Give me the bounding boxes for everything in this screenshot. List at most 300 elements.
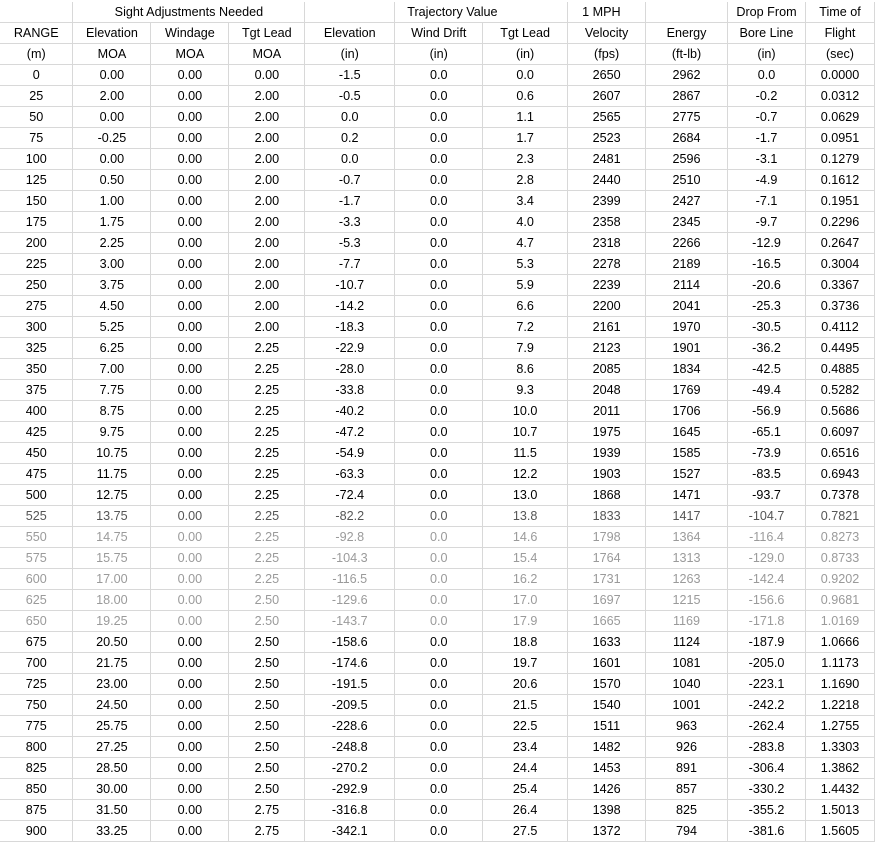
table-cell: -104.3 [305, 548, 395, 569]
table-cell: -36.2 [728, 338, 806, 359]
table-cell: -20.6 [728, 275, 806, 296]
table-cell: -381.6 [728, 821, 806, 842]
table-cell: 0.00 [151, 359, 229, 380]
table-cell: 0.00 [151, 611, 229, 632]
table-cell: 0.0 [395, 779, 483, 800]
table-cell: 11.75 [73, 464, 151, 485]
table-cell: 4.7 [483, 233, 568, 254]
unit-header: (ft-lb) [646, 44, 728, 65]
wind-speed-header: 1 MPH [568, 2, 646, 23]
unit-header: MOA [151, 44, 229, 65]
table-cell: -65.1 [728, 422, 806, 443]
table-row [0, 821, 875, 842]
table-cell: 0.4885 [805, 359, 874, 380]
table-cell: 10.7 [483, 422, 568, 443]
table-cell: 0.00 [151, 737, 229, 758]
table-row [0, 485, 875, 506]
table-cell: -3.1 [728, 149, 806, 170]
table-cell: 0.00 [151, 590, 229, 611]
table-cell: 5.3 [483, 254, 568, 275]
table-cell: 0.0 [483, 65, 568, 86]
table-cell: 0.00 [151, 65, 229, 86]
table-cell: 1.3862 [805, 758, 874, 779]
range-cell: 200 [0, 233, 73, 254]
table-cell: 6.6 [483, 296, 568, 317]
table-row [0, 254, 875, 275]
table-cell: 0.00 [151, 653, 229, 674]
table-cell: 19.7 [483, 653, 568, 674]
table-cell: 21.5 [483, 695, 568, 716]
table-cell: 0.00 [151, 758, 229, 779]
table-cell: 0.0000 [805, 65, 874, 86]
table-cell: 0.0 [728, 65, 806, 86]
table-cell: 0.00 [151, 548, 229, 569]
table-row [0, 338, 875, 359]
table-cell: 31.50 [73, 800, 151, 821]
table-cell: 1.75 [73, 212, 151, 233]
table-cell: -49.4 [728, 380, 806, 401]
table-cell: 2565 [568, 107, 646, 128]
table-cell: 1601 [568, 653, 646, 674]
table-cell: 1764 [568, 548, 646, 569]
table-cell: 1570 [568, 674, 646, 695]
table-cell: -129.6 [305, 590, 395, 611]
range-cell: 450 [0, 443, 73, 464]
col-header: Energy [646, 23, 728, 44]
table-cell: 0.0 [395, 527, 483, 548]
table-cell: 18.00 [73, 590, 151, 611]
table-cell: 12.2 [483, 464, 568, 485]
table-cell: 2684 [646, 128, 728, 149]
table-cell: 14.6 [483, 527, 568, 548]
range-cell: 400 [0, 401, 73, 422]
table-cell: 0.50 [73, 170, 151, 191]
table-cell: 1.00 [73, 191, 151, 212]
table-cell: 2.25 [229, 506, 305, 527]
range-cell: 575 [0, 548, 73, 569]
table-cell: 13.75 [73, 506, 151, 527]
table-cell: 0.00 [151, 317, 229, 338]
table-cell: 1975 [568, 422, 646, 443]
table-cell: 25.4 [483, 779, 568, 800]
table-cell: 963 [646, 716, 728, 737]
table-cell: 0.0 [305, 107, 395, 128]
table-cell: 7.00 [73, 359, 151, 380]
header-row-3 [0, 44, 875, 65]
table-cell: 1798 [568, 527, 646, 548]
table-cell: 0.00 [151, 128, 229, 149]
table-cell: 2.25 [229, 380, 305, 401]
table-cell: 1833 [568, 506, 646, 527]
table-cell: 0.0 [395, 758, 483, 779]
table-cell: 0.0 [395, 422, 483, 443]
table-cell: 0.00 [151, 779, 229, 800]
table-cell: 0.2296 [805, 212, 874, 233]
table-cell: 0.00 [151, 170, 229, 191]
table-cell: 1769 [646, 380, 728, 401]
table-cell: -33.8 [305, 380, 395, 401]
table-cell: 0.00 [151, 191, 229, 212]
table-cell: 0.8733 [805, 548, 874, 569]
table-cell: 2041 [646, 296, 728, 317]
table-cell: 1.4432 [805, 779, 874, 800]
table-row [0, 422, 875, 443]
table-cell: 0.00 [151, 800, 229, 821]
table-cell: 0.6 [483, 86, 568, 107]
table-cell: 825 [646, 800, 728, 821]
table-cell: 0.00 [229, 65, 305, 86]
table-cell: 33.25 [73, 821, 151, 842]
table-cell: 4.50 [73, 296, 151, 317]
table-cell: 2596 [646, 149, 728, 170]
table-cell: -1.5 [305, 65, 395, 86]
table-row [0, 506, 875, 527]
table-cell: -158.6 [305, 632, 395, 653]
table-cell: 0.00 [151, 527, 229, 548]
unit-header: (in) [395, 44, 483, 65]
table-cell: -28.0 [305, 359, 395, 380]
table-cell: -283.8 [728, 737, 806, 758]
table-cell: 0.5282 [805, 380, 874, 401]
range-cell: 875 [0, 800, 73, 821]
range-cell: 825 [0, 758, 73, 779]
table-cell: 7.2 [483, 317, 568, 338]
table-cell: 0.00 [151, 338, 229, 359]
table-cell: 1868 [568, 485, 646, 506]
table-cell: 0.0 [395, 170, 483, 191]
table-cell: 2.25 [73, 233, 151, 254]
table-cell: 2.8 [483, 170, 568, 191]
table-cell: 0.2647 [805, 233, 874, 254]
table-cell: 2278 [568, 254, 646, 275]
table-cell: 0.6943 [805, 464, 874, 485]
table-cell: 2.00 [229, 233, 305, 254]
table-cell: 24.50 [73, 695, 151, 716]
table-cell: 0.0 [395, 401, 483, 422]
table-cell: 2.25 [229, 443, 305, 464]
table-row [0, 758, 875, 779]
range-cell: 675 [0, 632, 73, 653]
table-cell: 1939 [568, 443, 646, 464]
table-cell: 0.0 [395, 443, 483, 464]
table-cell: 0.9202 [805, 569, 874, 590]
table-cell: 2.50 [229, 611, 305, 632]
table-row [0, 716, 875, 737]
table-cell: 23.00 [73, 674, 151, 695]
header-row-2 [0, 23, 875, 44]
table-cell: -1.7 [728, 128, 806, 149]
table-cell: 8.6 [483, 359, 568, 380]
table-cell: -3.3 [305, 212, 395, 233]
table-cell: 1.1 [483, 107, 568, 128]
table-cell: 0.1951 [805, 191, 874, 212]
table-cell: -54.9 [305, 443, 395, 464]
table-cell: 0.00 [151, 401, 229, 422]
table-cell: 0.3367 [805, 275, 874, 296]
table-cell: -0.7 [728, 107, 806, 128]
table-cell: 1.3303 [805, 737, 874, 758]
table-cell: 0.00 [151, 254, 229, 275]
table-cell: -30.5 [728, 317, 806, 338]
table-cell: 2.00 [229, 86, 305, 107]
table-cell: 0.0 [395, 128, 483, 149]
range-cell: 650 [0, 611, 73, 632]
table-cell: 1706 [646, 401, 728, 422]
table-cell: -93.7 [728, 485, 806, 506]
table-cell: 1040 [646, 674, 728, 695]
table-cell: 0.4112 [805, 317, 874, 338]
table-cell: 1215 [646, 590, 728, 611]
table-cell: -9.7 [728, 212, 806, 233]
table-row [0, 464, 875, 485]
table-cell: 2481 [568, 149, 646, 170]
table-row [0, 527, 875, 548]
table-cell: 0.00 [151, 233, 229, 254]
table-cell: 2161 [568, 317, 646, 338]
table-row [0, 359, 875, 380]
table-cell: 2.00 [229, 317, 305, 338]
table-cell: 6.25 [73, 338, 151, 359]
table-cell: 2.50 [229, 590, 305, 611]
table-cell: 0.00 [73, 65, 151, 86]
range-cell: 900 [0, 821, 73, 842]
table-cell: 0.8273 [805, 527, 874, 548]
table-cell: 0.0 [395, 485, 483, 506]
table-cell: 794 [646, 821, 728, 842]
table-cell: 2011 [568, 401, 646, 422]
table-cell: 0.0 [395, 821, 483, 842]
table-cell: 0.0 [395, 296, 483, 317]
table-cell: 1398 [568, 800, 646, 821]
table-cell: 2523 [568, 128, 646, 149]
table-cell: 28.50 [73, 758, 151, 779]
table-cell: 0.0 [395, 254, 483, 275]
table-cell: 1697 [568, 590, 646, 611]
table-cell: 0.00 [151, 695, 229, 716]
table-cell: 2.50 [229, 758, 305, 779]
table-cell: 2.50 [229, 737, 305, 758]
table-cell: 1471 [646, 485, 728, 506]
table-cell: -191.5 [305, 674, 395, 695]
table-cell: -25.3 [728, 296, 806, 317]
table-cell: 2607 [568, 86, 646, 107]
unit-header: (in) [483, 44, 568, 65]
table-cell: 1263 [646, 569, 728, 590]
table-cell: 0.00 [151, 821, 229, 842]
table-cell: 1.1173 [805, 653, 874, 674]
table-cell: -342.1 [305, 821, 395, 842]
range-cell: 700 [0, 653, 73, 674]
table-cell: 0.0 [395, 695, 483, 716]
table-cell: 2.00 [229, 128, 305, 149]
table-cell: 1313 [646, 548, 728, 569]
table-cell: 2.75 [229, 821, 305, 842]
table-cell: 2266 [646, 233, 728, 254]
table-cell: -18.3 [305, 317, 395, 338]
table-row [0, 65, 875, 86]
table-cell: 2.25 [229, 464, 305, 485]
table-cell: 0.0 [395, 86, 483, 107]
table-cell: 0.0 [395, 674, 483, 695]
col-header: Wind Drift [395, 23, 483, 44]
sight-adjustments-header: Sight Adjustments Needed [73, 2, 305, 23]
table-row [0, 149, 875, 170]
table-cell: 0.0 [395, 317, 483, 338]
table-cell: 10.0 [483, 401, 568, 422]
table-cell: 20.6 [483, 674, 568, 695]
table-cell: 2189 [646, 254, 728, 275]
range-cell: 625 [0, 590, 73, 611]
col-header: Elevation [73, 23, 151, 44]
table-row [0, 296, 875, 317]
table-cell: 2775 [646, 107, 728, 128]
range-cell: 375 [0, 380, 73, 401]
table-cell: 25.75 [73, 716, 151, 737]
table-cell: 2.50 [229, 674, 305, 695]
range-cell: 425 [0, 422, 73, 443]
table-cell: 1970 [646, 317, 728, 338]
table-cell: 14.75 [73, 527, 151, 548]
table-cell: -223.1 [728, 674, 806, 695]
table-cell: 0.0 [395, 107, 483, 128]
table-row [0, 380, 875, 401]
table-cell: 12.75 [73, 485, 151, 506]
unit-header: (m) [0, 44, 73, 65]
table-cell: 11.5 [483, 443, 568, 464]
table-cell: 1527 [646, 464, 728, 485]
range-cell: 475 [0, 464, 73, 485]
table-cell: 2399 [568, 191, 646, 212]
table-cell: 0.1612 [805, 170, 874, 191]
table-cell: -187.9 [728, 632, 806, 653]
table-cell: 17.00 [73, 569, 151, 590]
table-cell: 1001 [646, 695, 728, 716]
table-cell: -0.5 [305, 86, 395, 107]
time-of-header: Time of [805, 2, 874, 23]
table-cell: 2345 [646, 212, 728, 233]
table-row [0, 737, 875, 758]
table-cell: -4.9 [728, 170, 806, 191]
col-header: Elevation [305, 23, 395, 44]
table-cell: 2427 [646, 191, 728, 212]
col-header: Bore Line [728, 23, 806, 44]
table-cell: 10.75 [73, 443, 151, 464]
table-cell: 926 [646, 737, 728, 758]
range-cell: 175 [0, 212, 73, 233]
range-cell: 50 [0, 107, 73, 128]
unit-header: (sec) [805, 44, 874, 65]
table-cell: 0.0 [395, 338, 483, 359]
table-cell: 0.00 [151, 212, 229, 233]
table-cell: 2.25 [229, 548, 305, 569]
table-cell: 0.0 [395, 65, 483, 86]
table-cell: 2.00 [229, 275, 305, 296]
table-cell: 17.9 [483, 611, 568, 632]
table-cell: -0.2 [728, 86, 806, 107]
table-cell: 2200 [568, 296, 646, 317]
table-cell: 15.4 [483, 548, 568, 569]
table-cell: 2.25 [229, 401, 305, 422]
table-cell: 5.9 [483, 275, 568, 296]
unit-header: (in) [728, 44, 806, 65]
range-cell: 325 [0, 338, 73, 359]
header-row-1 [0, 2, 875, 23]
table-row [0, 86, 875, 107]
header-cell [305, 2, 395, 23]
table-cell: 1665 [568, 611, 646, 632]
table-cell: 0.00 [151, 149, 229, 170]
table-cell: 15.75 [73, 548, 151, 569]
table-cell: 1.7 [483, 128, 568, 149]
table-cell: 4.0 [483, 212, 568, 233]
table-cell: 2114 [646, 275, 728, 296]
table-cell: 0.0 [395, 632, 483, 653]
table-cell: 0.0629 [805, 107, 874, 128]
range-cell: 125 [0, 170, 73, 191]
table-cell: 2.25 [229, 422, 305, 443]
table-cell: -56.9 [728, 401, 806, 422]
table-cell: 26.4 [483, 800, 568, 821]
table-cell: 2.00 [73, 86, 151, 107]
table-row [0, 800, 875, 821]
table-cell: 1903 [568, 464, 646, 485]
table-cell: -205.0 [728, 653, 806, 674]
range-cell: 150 [0, 191, 73, 212]
table-cell: -209.5 [305, 695, 395, 716]
table-cell: 2.50 [229, 653, 305, 674]
table-cell: 2.00 [229, 212, 305, 233]
range-cell: 725 [0, 674, 73, 695]
range-cell: 550 [0, 527, 73, 548]
range-cell: 0 [0, 65, 73, 86]
table-cell: 0.00 [151, 422, 229, 443]
table-cell: -316.8 [305, 800, 395, 821]
table-cell: 2.00 [229, 107, 305, 128]
table-cell: 0.0 [305, 149, 395, 170]
table-cell: 2.00 [229, 296, 305, 317]
table-cell: 0.0 [395, 653, 483, 674]
table-cell: 1453 [568, 758, 646, 779]
range-cell: 850 [0, 779, 73, 800]
table-cell: 2.00 [229, 170, 305, 191]
table-row [0, 401, 875, 422]
table-cell: 1633 [568, 632, 646, 653]
table-cell: -5.3 [305, 233, 395, 254]
table-cell: 1645 [646, 422, 728, 443]
range-cell: 250 [0, 275, 73, 296]
table-row [0, 170, 875, 191]
unit-header: (in) [305, 44, 395, 65]
table-cell: 9.75 [73, 422, 151, 443]
table-cell: 2.25 [229, 485, 305, 506]
table-cell: -92.8 [305, 527, 395, 548]
table-row [0, 569, 875, 590]
table-row [0, 275, 875, 296]
table-cell: -22.9 [305, 338, 395, 359]
header-cell [0, 2, 73, 23]
table-cell: 0.7378 [805, 485, 874, 506]
table-cell: 3.00 [73, 254, 151, 275]
range-cell: 525 [0, 506, 73, 527]
table-cell: 0.00 [151, 275, 229, 296]
table-cell: 0.00 [151, 380, 229, 401]
table-cell: 0.0 [395, 590, 483, 611]
table-cell: -174.6 [305, 653, 395, 674]
table-cell: 21.75 [73, 653, 151, 674]
table-cell: 1426 [568, 779, 646, 800]
table-cell: 2.00 [229, 191, 305, 212]
table-cell: -42.5 [728, 359, 806, 380]
